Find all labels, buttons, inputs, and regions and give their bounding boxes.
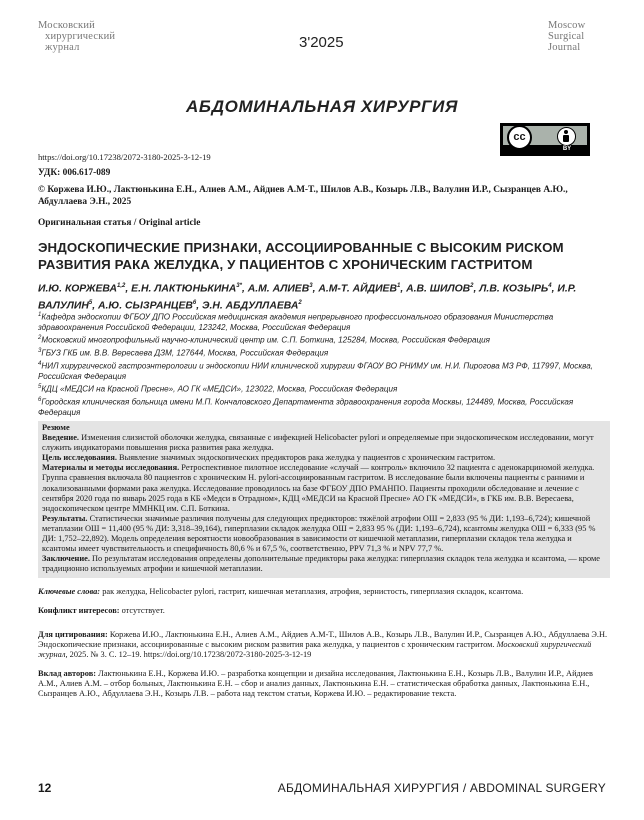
affiliation-item: [38, 310, 610, 333]
author-affiliation-mark: 2: [298, 300, 302, 307]
abstract-paragraph-text: По результатам исследования определены дополнительные предикторы рака желудка: гиперплазия складок тела желудка и ксантома, — кроме традиционно используемых атрофии и кишечной метаплазии.: [42, 554, 600, 574]
section-title: АБДОМИНАЛЬНАЯ ХИРУРГИЯ: [186, 97, 458, 116]
author-contribution: [38, 669, 610, 699]
abstract-paragraph: [42, 463, 606, 513]
author-affiliation-mark: 3: [309, 283, 313, 289]
affiliation-item: [38, 333, 610, 346]
abstract-paragraph: [42, 453, 606, 463]
affiliations: [38, 310, 610, 418]
abstract-paragraph-text: Изменения слизистой оболочки желудка, связанные с инфекцией Helicobacter pylori и определяемые при эндоскопическом исследовании, могут служить индикаторами повышения риска развития рака желудка.: [42, 433, 594, 453]
author-affiliation-mark: 1: [397, 283, 401, 289]
author-affiliation-mark: 4: [548, 283, 552, 289]
author-affiliation-mark: 3*: [236, 283, 242, 289]
logo-left-line-2: хирургический: [45, 31, 116, 42]
abstract-paragraph: [42, 514, 606, 554]
citation-tail[interactable]: 2025. № 3. С. 12–19. https://doi.org/10.17238/2072-3180-2025-3-12-19: [69, 650, 312, 660]
logo-left-line-1: Московский: [38, 20, 95, 31]
logo-right-line-2: Surgical: [548, 31, 585, 42]
attribution-person-icon: [557, 127, 576, 146]
journal-logo-left: [38, 20, 115, 53]
conflict-text: отсутствует.: [121, 606, 165, 615]
author-name: А.В. ШИЛОВ: [406, 283, 471, 295]
author-list: И.Ю. КОРЖЕВА$^{1,2}$, Е.Н. $ЛАКТЮНЬКИНА^{3*}$, А.М. АЛИЕВ$^3$, А.М-Т. АЙДИЕВ$^1$, А.В. ШИЛОВ$^2$, Л.В. КОЗЫРЬ$^4$, И.Р. ВАЛУЛИН$^5$, А.Ю. СЫЗРАНЦЕВ$^6$, Э.Н. АБДУЛЛАЕВА$^2$: [38, 283, 577, 312]
contribution-text: Лактюнькина Е.Н., Коржева И.Ю. – разработка концепции и дизайна исследования, Лактюнькина Е.Н., Козырь Л.В., Валулин И.Р., Айдиев А.М., Алиев А.М. – отбор больных, Лактюнькина Е.Н. – сбор и анализ данных, Лактюнькина Е.Н. – статистическая обработка данных, Лактюнькина Е.Н., Сызранцев А.Ю., Абдуллаева Э.Н., Козырь Л.В. – работа над текстом статьи, Коржева И.Ю. – редактирование текста.: [38, 669, 593, 699]
cc-by-license-badge[interactable]: [500, 123, 590, 156]
author-name: И.Ю. КОРЖЕВА: [38, 283, 118, 295]
affiliation-text: Кафедра эндоскопии ФГБОУ ДПО Российская медицинская академия непрерывного профессионального образования Министерства здравоохранения Российской Федерации, 123242, Москва, Российская Федерация: [38, 312, 554, 332]
affiliation-text: Городская клиническая больница имени М.П. Кончаловского Департамента здравоохранения города Москвы, 124489, Москва, Российская Федерация: [38, 397, 574, 417]
abstract-heading: Резюме: [42, 423, 70, 432]
running-title: АБДОМИНАЛЬНАЯ ХИРУРГИЯ / ABDOMINAL SURGERY: [277, 781, 606, 795]
abstract-paragraph-label: Заключение.: [42, 554, 90, 564]
udc-code: УДК: 006.617-089: [38, 168, 111, 178]
citation-label: Для цитирования:: [38, 630, 108, 639]
affiliation-number: 6: [38, 396, 42, 403]
conflict-label: Конфликт интересов:: [38, 606, 120, 615]
author-name: Е.Н. ЛАКТЮНЬКИНА: [131, 283, 237, 295]
citation-block: [38, 630, 610, 660]
article-title: ЭНДОСКОПИЧЕСКИЕ ПРИЗНАКИ, АССОЦИИРОВАННЫЕ С ВЫСОКИМ РИСКОМ РАЗВИТИЯ РАКА ЖЕЛУДКА, У ПАЦИЕНТОВ С ХРОНИЧЕСКИМ ГАСТРИТОМ: [38, 240, 564, 272]
abstract-paragraph-text: Выявление значимых эндоскопических предикторов рака желудка у пациентов с хроническим гастритом.: [119, 453, 496, 463]
abstract-paragraph-text: Ретроспективное пилотное исследование «случай — контроль» включило 32 пациента с аденокарциномой желудка. Группа сравнения включала 80 пациентов с хроническим H. pylori-ассоциированным гастритом. В исследование были включены пациенты с ранними и локализованными формами рака желудка. Исследование проводилось на базе ФГБОУ ДПО РМАНПО. Пациенты проходили обследование и лечение с сентября 2020 года по январь 2025 года в КБ «Медси в Отрадном», КДЦ «МЕДСИ на Красной Пресне» АО ГК «МЕДСИ», в ГКБ им. В.В. Вересаева, эндоскопическом центре ММНКЦ им. С.П. Боткина.: [42, 463, 595, 513]
affiliation-number: 1: [38, 312, 42, 318]
affiliation-number: 5: [38, 383, 42, 390]
conflict-of-interest: [38, 606, 610, 616]
author-name: А.Ю. СЫЗРАНЦЕВ: [98, 300, 193, 312]
abstract-paragraph: [42, 433, 606, 453]
author-affiliation-mark: 6: [192, 300, 197, 307]
affiliation-text: ГБУЗ ГКБ им. В.В. Вересаева ДЗМ, 127644, Москва, Российская Федерация: [41, 348, 329, 358]
abstract-paragraph-label: Материалы и методы исследования.: [42, 463, 180, 473]
affiliation-item: [38, 359, 610, 382]
author-name: А.М. АЛИЕВ: [247, 283, 310, 295]
citation-journal: Московский хирургический журнал,: [38, 640, 592, 660]
author-name: И.Р. ВАЛУЛИН: [38, 283, 577, 312]
abstract-paragraph-text: Статистически значимые различия получены для следующих предикторов: тяжёлой атрофии ОШ = 2,833 (95 % ДИ: 1,193–6,724); кишечной метаплазии ОШ = 11,400 (95 % ДИ: 3,318–39,164), гиперплазии складок желудка ОШ = 2,833 95 % (ДИ: 1,193–6,724), ксантомы желудка ОШ = 6,333 (95 % ДИ: 1,752–22,892). Модель определения вероятности новообразования в зависимости от кишечной метаплазии, гиперплазии складок тела желудка и ксантомы имеет чувствительность и специфичность 80,6 % и 67,5 %, соответственно, PPV 71,3 % и NPV 77,7 %.: [42, 513, 596, 554]
keywords-text: рак желудка, Helicobacter pylori, гастрит, кишечная метаплазия, атрофия, зернистость, гиперплазия складок, ксантома.: [102, 587, 524, 596]
contribution-label: Вклад авторов:: [38, 669, 97, 678]
abstract-paragraph-label: Цель исследования.: [42, 453, 117, 463]
affiliation-number: 2: [38, 335, 42, 342]
keywords: [38, 587, 610, 597]
abstract-box: [38, 421, 610, 578]
keywords-label: Ключевые слова:: [38, 587, 101, 596]
affiliation-text: КДЦ «МЕДСИ на Красной Пресне», АО ГК «МЕДСИ», 123022, Москва, Российская Федерация: [41, 384, 398, 394]
affiliation-item: [38, 395, 610, 418]
by-label: BY: [562, 146, 572, 152]
logo-right-line-3: Journal: [548, 42, 581, 53]
abstract-paragraph: [42, 554, 606, 574]
affiliation-item: [38, 382, 610, 395]
author-name: Э.Н. АБДУЛЛАЕВА: [202, 300, 299, 312]
author-affiliation-mark: 2: [470, 283, 474, 289]
logo-right-line-1: Moscow: [548, 20, 586, 31]
creative-commons-icon: cc: [507, 125, 532, 150]
doi-link[interactable]: https://doi.org/10.17238/2072-3180-2025-3-12-19: [38, 152, 211, 162]
affiliation-item: [38, 346, 610, 359]
author-affiliation-mark: 5: [88, 300, 93, 307]
affiliation-text: НИЛ хирургической гастроэнтерологии и эндоскопии НИИ клинической хирургии ФГАОУ ВО РНИМУ им. Н.И. Пирогова МЗ РФ, 117997, Москва, Российская Федерация: [38, 361, 593, 381]
journal-logo-right: [548, 20, 585, 53]
article-title-block: [38, 239, 610, 273]
issue-number: 3'2025: [299, 34, 344, 51]
page-number: 12: [38, 781, 52, 795]
affiliation-number: 3: [38, 347, 42, 354]
citation-text: Коржева И.Ю., Лактюнькина Е.Н., Алиев А.М., Айдиев А.М-Т., Шилов А.В., Козырь Л.В., Валулин И.Р., Сызранцев А.Ю., Абдуллаева Э.Н. Эндоскопические признаки, ассоциированные с высоким риском развития рака желудка, у пациентов с хроническим гастритом.: [38, 630, 608, 650]
author-name: Л.В. КОЗЫРЬ: [479, 283, 549, 295]
affiliation-number: 4: [38, 360, 42, 367]
article-type: Оригинальная статья / Original article: [38, 218, 201, 228]
author-name: А.М-Т. АЙДИЕВ: [318, 283, 397, 295]
abstract-paragraph-label: Результаты.: [42, 513, 88, 523]
affiliation-text: Московский многопрофильный научно-клинический центр им. С.П. Боткина, 125284, Москва, Российская Федерация: [41, 335, 490, 345]
abstract-paragraph-label: Введение.: [42, 433, 79, 443]
author-affiliation-mark: 1,2: [117, 283, 126, 289]
logo-left-line-3: журнал: [45, 42, 80, 53]
copyright-line: © Коржева И.Ю., Лактюнькина Е.Н., Алиев А.М., Айдиев А.М-Т., Шилов А.В., Козырь Л.В., Валулин И.Р., Сызранцев А.Ю., Абдуллаева Э.Н., 2025: [38, 185, 568, 207]
